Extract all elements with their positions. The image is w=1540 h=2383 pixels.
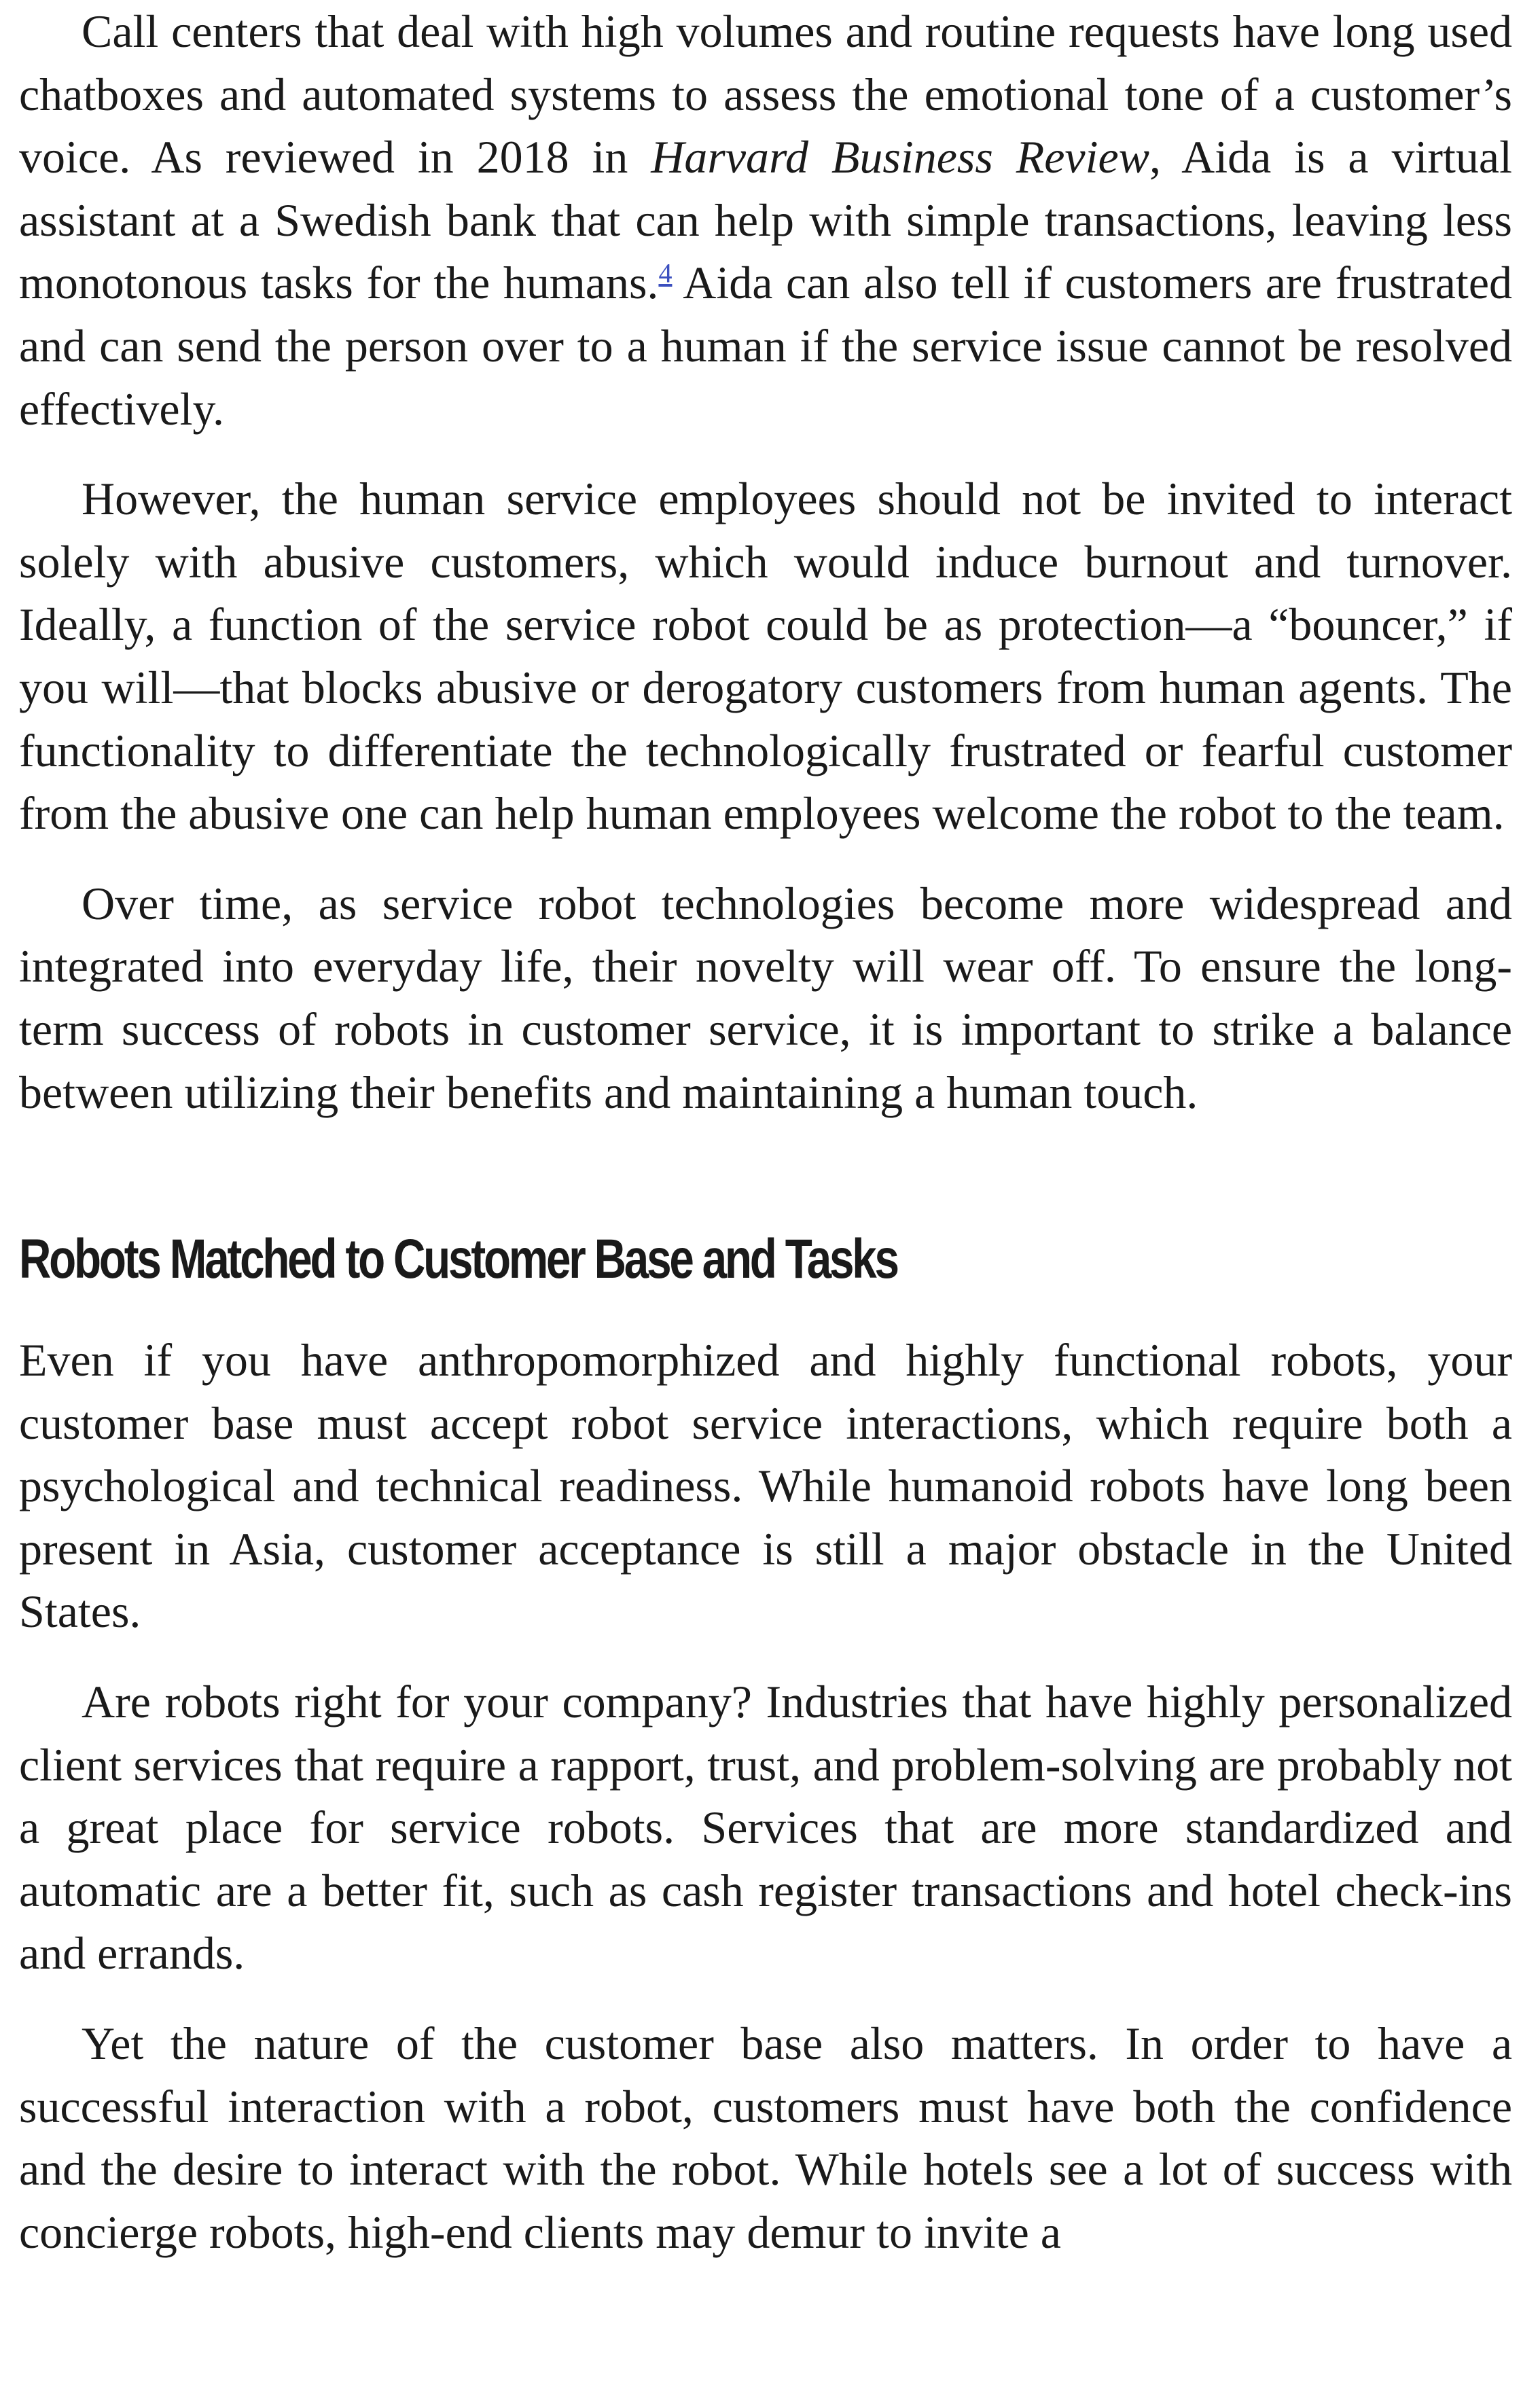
- paragraph-call-centers: [19, 0, 1512, 440]
- publication-title: Harvard Business Review: [651, 131, 1150, 183]
- paragraph-novelty: Over time, as service robot technologies become more widespread and integrated into everyday life, their novelty will wear off. To ensure the long-term success of robots in customer service, it is important to strike a balance between utilizing their benefits and maintaining a human touch.: [19, 877, 1512, 1118]
- paragraph-bouncer: However, the human service employees should not be invited to interact solely with abusive customers, which would induce burnout and turnover. Ideally, a function of the service robot could be as protection—a “bouncer,” if you will—that blocks abusive or derogatory customers from human agents. The functionality to differentiate the technologically frustrated or fearful customer from the abusive one can help human employees welcome the robot to the team.: [19, 473, 1512, 840]
- paragraph-customer-base: Yet the nature of the customer base also matters. In order to have a successful interaction with a robot, customers must have both the confidence and the desire to interact with the robot. While hotels see a lot of success with concierge robots, high-end clients may demur to invite a: [19, 2018, 1512, 2258]
- paragraph-text: , Aida is a virtual assistant at a Swedish bank that can help with simple transactions, leaving less monotonous tasks for the humans.: [19, 131, 1512, 309]
- paragraph-customer-acceptance: Even if you have anthropomorphized and highly functional robots, your customer base must accept robot service interactions, which require both a psychological and technical readiness. While humanoid robots have long been present in Asia, customer acceptance is still a major obstacle in the United States.: [19, 1334, 1512, 1638]
- footnote-link[interactable]: 4: [658, 257, 673, 289]
- paragraph-text: Call centers that deal with high volumes and routine requests have long used chatboxes and automated systems to assess the emotional tone of a customer’s voice. As reviewed in 2018 in: [19, 5, 1512, 183]
- section-heading: Robots Matched to Customer Base and Tasks: [19, 1228, 897, 1291]
- paragraph-text: Aida can also tell if customers are frustrated and can send the person over to a human if the service issue cannot be resolved effectively.: [19, 257, 1512, 435]
- paragraph-right-for-company: Are robots right for your company? Industries that have highly personalized client services that require a rapport, trust, and problem-solving are probably not a great place for service robots. Services that are more standardized and automatic are a better fit, such as cash register transactions and hotel check-ins and errands.: [19, 1676, 1512, 1979]
- book-page: [19, 0, 1512, 2263]
